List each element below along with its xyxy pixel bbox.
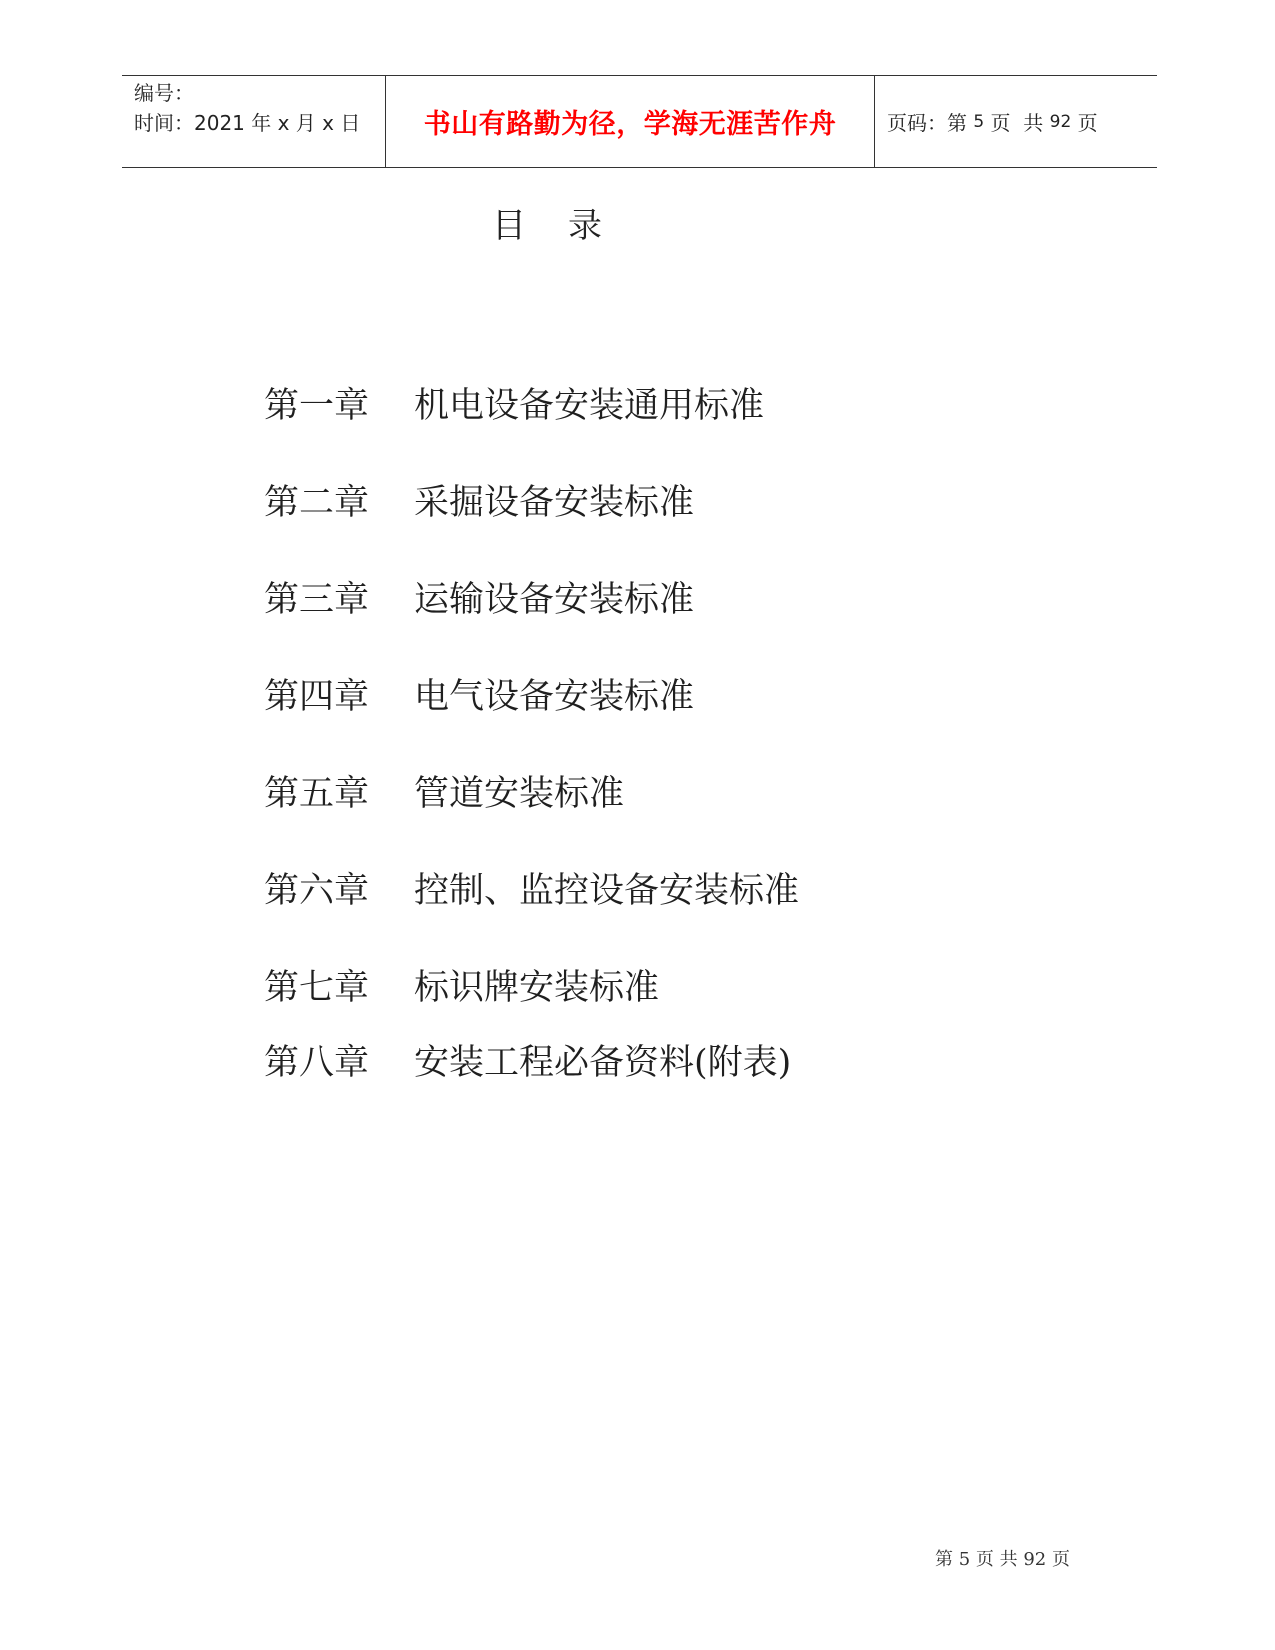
toc-item[interactable]: [264, 378, 764, 428]
toc-chapter-title: 控制、监控设备安装标准: [414, 871, 800, 911]
page-mid: 页 共: [984, 111, 1050, 135]
page-footer: 第 5 页 共 92 页: [935, 1549, 1070, 1570]
toc-title-char-2: 录: [568, 206, 602, 246]
toc-item[interactable]: [264, 572, 694, 622]
header-meta-cell: [122, 76, 386, 167]
toc-item[interactable]: [264, 863, 799, 913]
page-prefix: 页码：第: [887, 111, 974, 135]
page-current: 5: [973, 111, 985, 132]
toc-item[interactable]: [264, 669, 694, 719]
header-motto: 书山有路勤为径，学海无涯苦作舟: [423, 109, 837, 140]
toc-chapter-number: 第三章: [264, 580, 370, 620]
toc-chapter-number: 第八章: [264, 1043, 370, 1083]
toc-chapter-title: 机电设备安装通用标准: [414, 386, 765, 426]
toc-chapter-number: 第六章: [264, 871, 370, 911]
header-page-cell: [875, 76, 1157, 167]
page-total: 92: [1049, 111, 1072, 132]
document-date: 时间：2021 年 x 月 x 日: [134, 111, 361, 135]
toc-chapter-number: 第七章: [264, 968, 370, 1008]
toc-chapter-title: 运输设备安装标准: [414, 580, 695, 620]
page-suffix: 页: [1071, 111, 1098, 135]
toc-item[interactable]: [264, 1035, 791, 1085]
toc-chapter-number: 第四章: [264, 677, 370, 717]
toc-item[interactable]: [264, 960, 659, 1010]
toc-chapter-title: 安装工程必备资料(附表): [414, 1043, 792, 1083]
toc-title-char-1: 目: [492, 206, 526, 246]
document-header: [122, 75, 1157, 168]
toc-chapter-title: 电气设备安装标准: [414, 677, 695, 717]
document-number-label: 编号：: [134, 81, 194, 105]
toc-chapter-title: 管道安装标准: [414, 774, 625, 814]
toc-title: [492, 198, 602, 247]
toc-chapter-number: 第一章: [264, 386, 370, 426]
toc-chapter-title: 标识牌安装标准: [414, 968, 660, 1008]
header-motto-cell: [386, 76, 875, 167]
toc-chapter-number: 第五章: [264, 774, 370, 814]
toc-item[interactable]: [264, 475, 694, 525]
toc-chapter-number: 第二章: [264, 483, 370, 523]
toc-chapter-title: 采掘设备安装标准: [414, 483, 695, 523]
toc-item[interactable]: [264, 766, 624, 816]
